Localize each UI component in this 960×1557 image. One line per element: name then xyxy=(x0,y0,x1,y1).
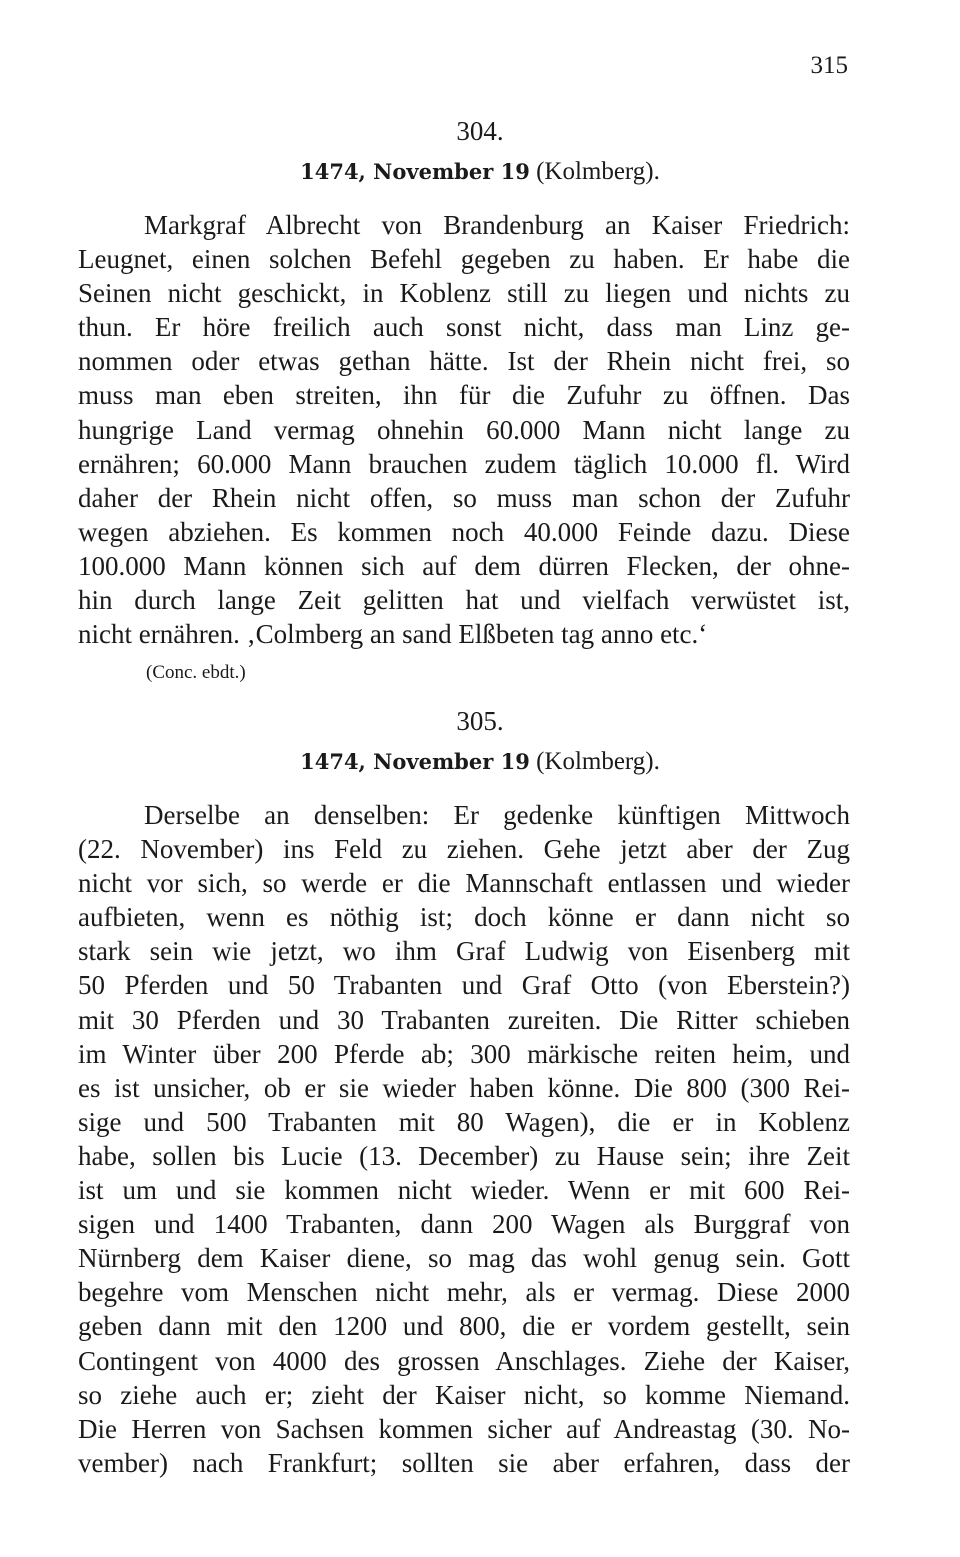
text-line: im Winter über 200 Pferde ab; 300 märkische reiten heim, und xyxy=(78,1038,850,1069)
text-line: thun. Er höre freilich auch sonst nicht, dass man Linz ge- xyxy=(78,312,850,343)
entry-body xyxy=(78,798,850,1480)
text-line: Derselbe an denselben: Er gedenke künftigen Mittwoch xyxy=(144,800,850,830)
text-line: so ziehe auch er; zieht der Kaiser nicht, so komme Niemand. xyxy=(78,1379,850,1410)
text-line: vember) nach Frankfurt; sollten sie aber erfahren, dass der xyxy=(78,1447,850,1478)
text-line: nicht vor sich, so werde er die Mannschaft entlassen und wieder xyxy=(78,868,850,899)
text-line: nommen oder etwas gethan hätte. Ist der Rhein nicht frei, so xyxy=(78,346,850,377)
text-line: ist um und sie kommen nicht wieder. Wenn er mit 600 Rei- xyxy=(78,1175,850,1206)
text-line: (22. November) ins Feld zu ziehen. Gehe jetzt aber der Zug xyxy=(78,834,850,865)
text-line: wegen abziehen. Es kommen noch 40.000 Feinde dazu. Diese xyxy=(78,516,850,547)
text-line: aufbieten, wenn es nöthig ist; doch könne er dann nicht so xyxy=(78,902,850,933)
text-line: Nürnberg dem Kaiser diene, so mag das wohl genug sein. Gott xyxy=(78,1243,850,1274)
text-line: habe, sollen bis Lucie (13. December) zu Hause sein; ihre Zeit xyxy=(78,1140,850,1171)
entry-heading xyxy=(0,158,960,186)
text-line: sige und 500 Trabanten mit 80 Wagen), die er in Koblenz xyxy=(78,1106,850,1137)
entry-number: 305. xyxy=(456,706,504,736)
text-line: 50 Pferden und 50 Trabanten und Graf Otto (von Eberstein?) xyxy=(78,970,850,1001)
text-line: geben dann mit den 1200 und 800, die er vordem gestellt, sein xyxy=(78,1311,850,1342)
text-line: muss man eben streiten, ihn für die Zufuhr zu öffnen. Das xyxy=(78,380,850,411)
text-line: Leugnet, einen solchen Befehl gegeben zu haben. Er habe die xyxy=(78,244,850,275)
text-line: hungrige Land vermag ohnehin 60.000 Mann nicht lange zu xyxy=(78,414,850,445)
entry-place: (Kolmberg). xyxy=(536,158,660,185)
entry-place: (Kolmberg). xyxy=(536,748,660,775)
entry-body xyxy=(78,208,850,651)
text-line: ernähren; 60.000 Mann brauchen zudem täglich 10.000 fl. Wird xyxy=(78,448,850,479)
text-line: es ist unsicher, ob er sie wieder haben könne. Die 800 (300 Rei- xyxy=(78,1072,850,1103)
page-number: 315 xyxy=(810,52,848,79)
text-line: stark sein wie jetzt, wo ihm Graf Ludwig von Eisenberg mit xyxy=(78,936,850,967)
entry-date: 1474, November 19 xyxy=(300,749,530,774)
text-line: nicht ernähren. ‚Colmberg an sand Elßbeten tag anno etc.‘ xyxy=(78,619,708,650)
entry-number: 304. xyxy=(456,116,504,146)
text-line: mit 30 Pferden und 30 Trabanten zureiten. Die Ritter schieben xyxy=(78,1004,850,1035)
text-line: hin durch lange Zeit gelitten hat und vielfach verwüstet ist, xyxy=(78,585,850,616)
text-line: begehre vom Menschen nicht mehr, als er vermag. Diese 2000 xyxy=(78,1277,850,1308)
entry-date: 1474, November 19 xyxy=(300,159,530,184)
text-line: daher der Rhein nicht offen, so muss man schon der Zufuhr xyxy=(78,482,850,513)
text-line: Seinen nicht geschickt, in Koblenz still zu liegen und nichts zu xyxy=(78,278,850,309)
text-line: Die Herren von Sachsen kommen sicher auf Andreastag (30. No- xyxy=(78,1413,850,1444)
text-line: Markgraf Albrecht von Brandenburg an Kaiser Friedrich: xyxy=(144,210,850,240)
text-line: sigen und 1400 Trabanten, dann 200 Wagen als Burggraf von xyxy=(78,1209,850,1240)
text-line: Contingent von 4000 des grossen Anschlages. Ziehe der Kaiser, xyxy=(78,1345,850,1376)
text-line: 100.000 Mann können sich auf dem dürren Flecken, der ohne- xyxy=(78,550,850,581)
entry-heading xyxy=(0,748,960,776)
source-note: (Conc. ebdt.) xyxy=(146,662,246,683)
